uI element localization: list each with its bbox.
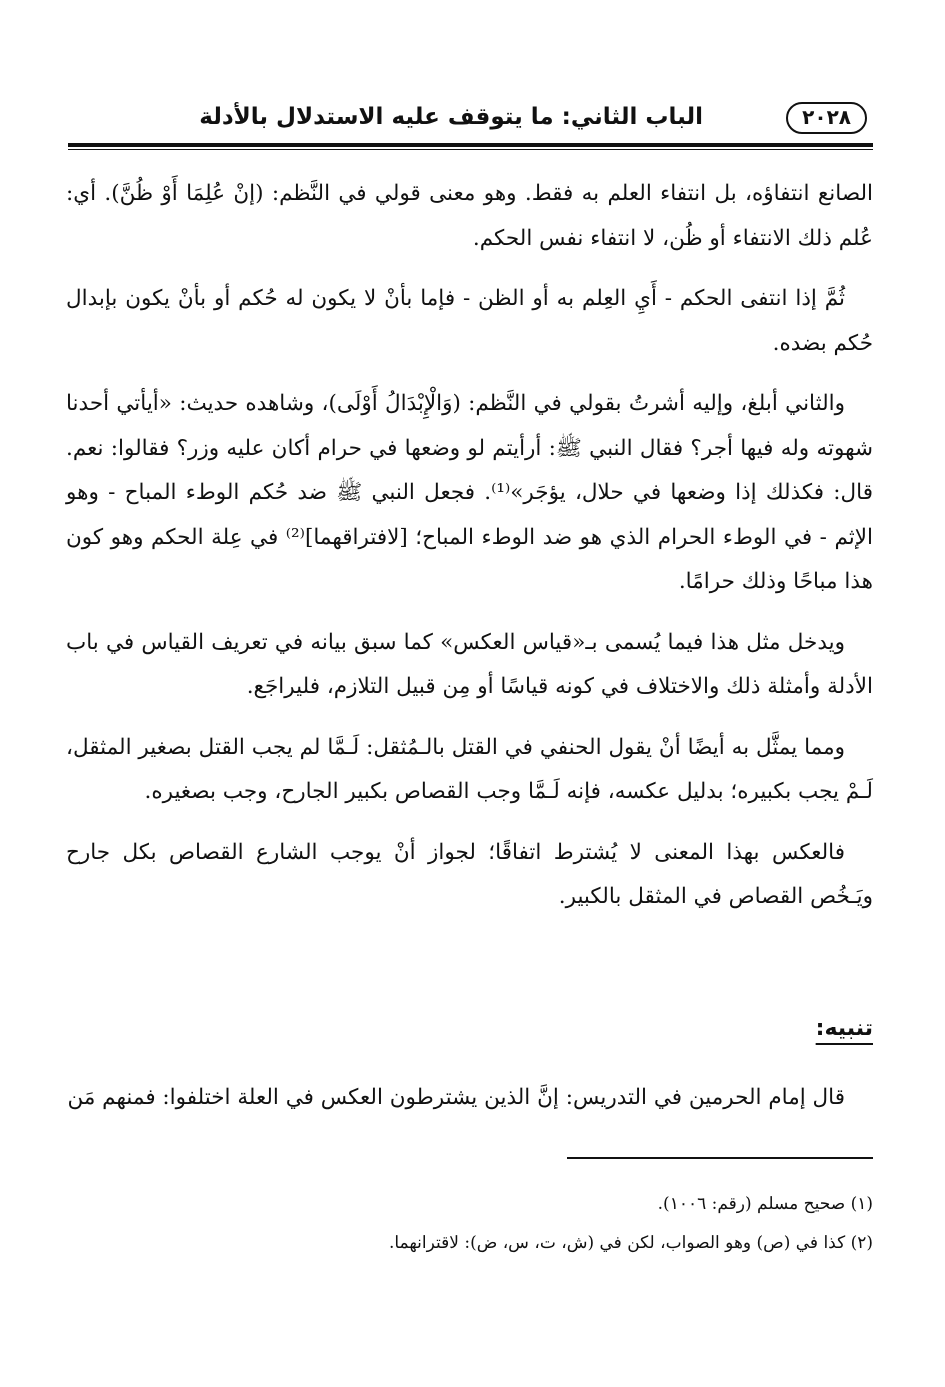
paragraph: فالعكس بهذا المعنى لا يُشترط اتفاقًا؛ لجواز أنْ يوجب الشارع القصاص بكل جارح ويَـخُص القصاص في المثقل بالكبير. (66, 839, 873, 909)
paragraph: والثاني أبلغ، وإليه أشرتُ بقولي في النَّظم: (وَالْإِبْدَالُ أَوْلَى)، وشاهده حديث: «أيأتي أحدنا شهوته وله فيها أجر؟ فقال النبي ﷺ: أرأيتم لو وضعها في حرام أكان عليه وزر؟ فقالوا: نعم. قال: فكذلك إذا وضعها في حلال، يؤجَر»⁽¹⁾. فجعل النبي ﷺ ضد حُكم الوطء المباح - وهو الإثم - في الوطء الحرام الذي هو ضد الوطء المباح؛ [لافتراقهما]⁽²⁾ في عِلة الحكم وهو كون هذا مباحًا وذلك حرامًا. (66, 391, 873, 594)
footnotes (66, 1192, 873, 1270)
paragraph: الصانع انتفاؤه، بل انتفاء العلم به فقط. وهو معنى قولي في النَّظم: (إنْ عُلِمَا أَوْ ظُنَّ). أي: عُلم ذلك الانتفاء أو ظُن، لا انتفاء نفس الحكم. (66, 181, 873, 251)
paragraph: ثُمَّ إذا انتفى الحكم - أَيِ العِلم به أو الظن - فإما بأنْ لا يكون له حُكم أو بأنْ يكون بإبدال حُكم بضده. (66, 286, 873, 356)
body-text-continued (66, 1076, 873, 1137)
paragraph: ومما يمثَّل به أيضًا أنْ يقول الحنفي في القتل بالـمُثقل: لَـمَّا لم يجب القتل بصغير المثقل، لَـمْ يجب بكبيره؛ بدليل عكسه، فإنه لَـمَّا وجب القصاص بكبير الجارح، وجب بصغيره. (66, 734, 873, 804)
page-number: ٢٠٢٨ (786, 102, 867, 134)
header-rule-thick (68, 143, 873, 147)
section-heading: تنبيه: (815, 1016, 873, 1041)
footnote: (٢) كذا في (ص) وهو الصواب، لكن في (ش، ت، س، ض): لاقترانهما. (388, 1233, 873, 1253)
paragraph: قال إمام الحرمين في التدريس: إنَّ الذين يشترطون العكس في العلة اختلفوا: فمنهم مَن (67, 1085, 845, 1110)
footnote-separator (567, 1157, 873, 1159)
running-title: الباب الثاني: ما يتوقف عليه الاستدلال بالأدلة (199, 104, 703, 130)
header-rule-thin (68, 149, 873, 150)
page-header (68, 100, 873, 142)
body-text (66, 172, 873, 936)
paragraph: ويدخل مثل هذا فيما يُسمى بـ«قياس العكس» كما سبق بيانه في تعريف القياس في باب الأدلة وأمثلة ذلك والاختلاف في كونه قياسًا أو مِن قبيل التلازم، فليراجَع. (66, 629, 873, 699)
footnote: (١) صحيح مسلم (رقم: ١٠٠٦). (657, 1194, 873, 1214)
